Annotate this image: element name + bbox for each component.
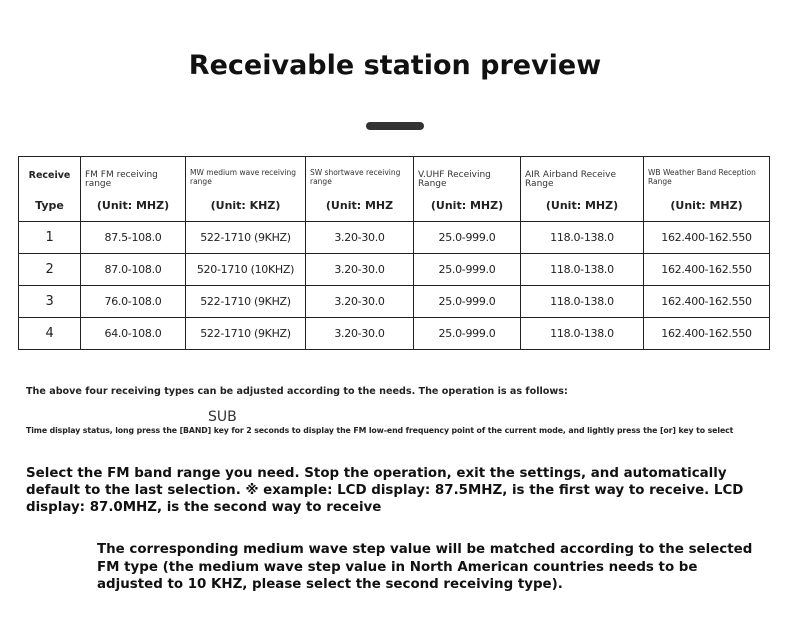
header-wb (644, 157, 770, 222)
table-header (19, 157, 770, 222)
header-wb-unit: (Unit: MHZ) (670, 199, 743, 212)
cell-wb: 162.400-162.550 (644, 222, 770, 254)
header-mw (186, 157, 306, 222)
selection-paragraph: Select the FM band range you need. Stop the operation, exit the settings, and automatically default to the last selection. ※ example: LCD display: 87.5MHZ, is the first way to receive. LCD display: 87.0MHZ, is the second way to receive (26, 466, 744, 515)
cell-type: 4 (19, 318, 81, 350)
cell-fm: 76.0-108.0 (81, 286, 186, 318)
table-row (19, 286, 770, 318)
header-vuhf-unit: (Unit: MHZ) (430, 199, 504, 212)
header-wb-name: WB Weather Band Reception Range (648, 168, 756, 186)
cell-air: 118.0-138.0 (521, 286, 644, 318)
header-sw-unit: (Unit: MHZ (325, 199, 394, 212)
cell-mw: 520-1710 (10KHZ) (186, 254, 306, 286)
cell-fm: 64.0-108.0 (81, 318, 186, 350)
header-fm-unit: (Unit: MHZ) (96, 199, 170, 212)
table-row (19, 222, 770, 254)
header-type-label: Type (35, 199, 64, 212)
header-air-unit: (Unit: MHZ) (545, 199, 619, 212)
sub-key-label: SUB (208, 409, 237, 425)
header-vuhf (414, 157, 521, 222)
cell-air: 118.0-138.0 (521, 254, 644, 286)
cell-sw: 3.20-30.0 (306, 222, 414, 254)
header-fm (81, 157, 186, 222)
cell-mw: 522-1710 (9KHZ) (186, 286, 306, 318)
table-row (19, 318, 770, 350)
cell-wb: 162.400-162.550 (644, 286, 770, 318)
cell-wb: 162.400-162.550 (644, 318, 770, 350)
table-row (19, 254, 770, 286)
cell-sw: 3.20-30.0 (306, 318, 414, 350)
table-body (19, 222, 770, 350)
operation-instruction: Time display status, long press the [BAND] key for 2 seconds to display the FM low-end frequency point of the current mode, and lightly press the [or] key to select (26, 426, 734, 435)
cell-fm: 87.0-108.0 (81, 254, 186, 286)
title-divider (366, 122, 424, 130)
cell-fm: 87.5-108.0 (81, 222, 186, 254)
header-row (19, 157, 770, 222)
header-mw-name: MW medium wave receiving range (190, 168, 297, 186)
header-sw-name: SW shortwave receiving range (310, 168, 401, 186)
cell-type: 1 (19, 222, 81, 254)
header-vuhf-name: V.UHF Receiving Range (418, 170, 491, 189)
cell-sw: 3.20-30.0 (306, 254, 414, 286)
cell-air: 118.0-138.0 (521, 222, 644, 254)
cell-vuhf: 25.0-999.0 (414, 286, 521, 318)
header-mw-unit: (Unit: KHZ) (210, 199, 281, 212)
receiving-range-table (18, 156, 770, 350)
header-receive-type (19, 157, 81, 222)
operation-intro: The above four receiving types can be adjusted according to the needs. The operation is as follows: (26, 386, 568, 397)
cell-vuhf: 25.0-999.0 (414, 318, 521, 350)
cell-vuhf: 25.0-999.0 (414, 222, 521, 254)
cell-mw: 522-1710 (9KHZ) (186, 222, 306, 254)
header-air (521, 157, 644, 222)
header-fm-name: FM FM receiving range (85, 170, 158, 189)
header-receive-label: Receive (28, 170, 71, 181)
cell-sw: 3.20-30.0 (306, 286, 414, 318)
cell-type: 2 (19, 254, 81, 286)
cell-wb: 162.400-162.550 (644, 254, 770, 286)
cell-type: 3 (19, 286, 81, 318)
cell-mw: 522-1710 (9KHZ) (186, 318, 306, 350)
header-air-name: AIR Airband Receive Range (525, 170, 617, 189)
cell-air: 118.0-138.0 (521, 318, 644, 350)
page-title: Receivable station preview (188, 50, 602, 81)
cell-vuhf: 25.0-999.0 (414, 254, 521, 286)
header-sw (306, 157, 414, 222)
medium-wave-step-paragraph: The corresponding medium wave step value will be matched according to the selected FM type (the medium wave step value in North American countries needs to be adjusted to 10 KHZ, please select the second receiving type). (97, 542, 753, 592)
